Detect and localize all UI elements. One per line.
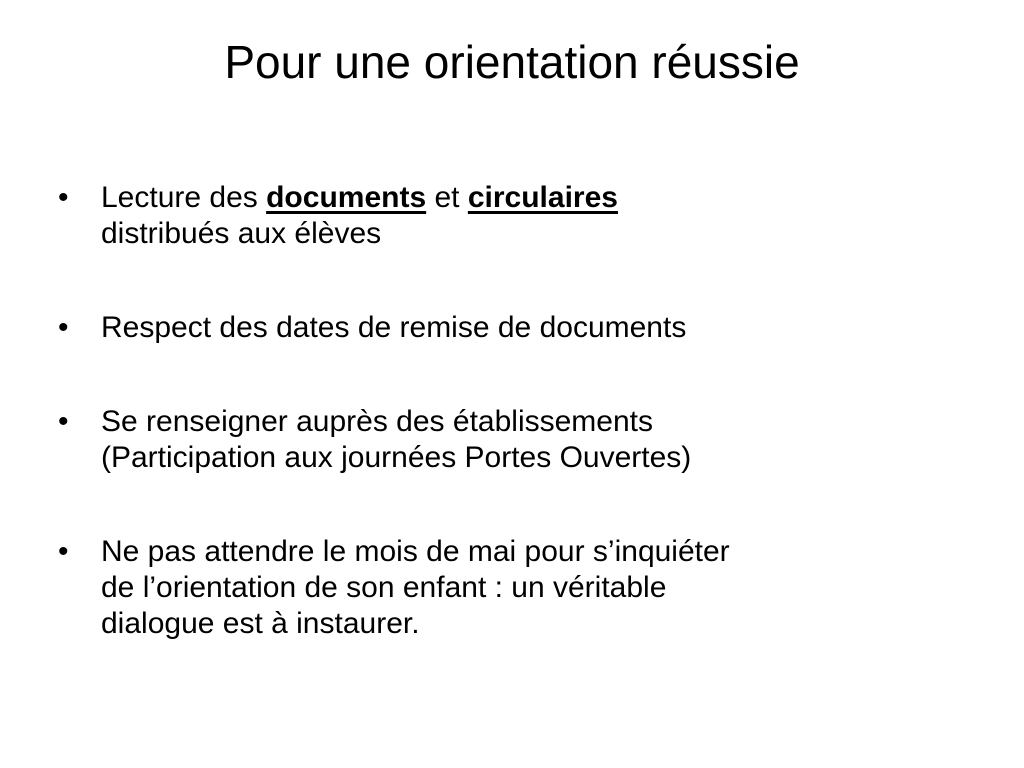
- bullet-item-dates: [58, 310, 958, 346]
- bullet-text: distribués aux élèves: [101, 217, 382, 250]
- slide-title: Pour une orientation réussie: [224, 36, 800, 88]
- bullet-text: Respect des dates de remise de documents: [101, 311, 687, 344]
- emphasis-circulaires: circulaires: [467, 181, 618, 214]
- bullet-marker: •: [58, 405, 69, 438]
- bullet-marker: •: [58, 535, 69, 568]
- bullet-text: et: [426, 181, 468, 214]
- bullet-text: (Participation aux journées Portes Ouvertes): [101, 441, 692, 474]
- bullet-item-dialogue: [58, 534, 958, 642]
- bullet-marker: •: [58, 311, 69, 344]
- bullet-list: [58, 180, 958, 642]
- bullet-text: Se renseigner auprès des établissements: [101, 405, 653, 438]
- bullet-text: Ne pas attendre le mois de mai pour s’inquiéter: [101, 535, 730, 568]
- bullet-text: dialogue est à instaurer.: [101, 607, 420, 640]
- bullet-item-documents: [58, 180, 958, 252]
- bullet-text: de l’orientation de son enfant : un véritable: [101, 571, 667, 604]
- bullet-item-etablissements: [58, 404, 958, 476]
- bullet-text: Lecture des: [101, 181, 267, 214]
- bullet-marker: •: [58, 181, 69, 214]
- emphasis-documents: documents: [266, 181, 427, 214]
